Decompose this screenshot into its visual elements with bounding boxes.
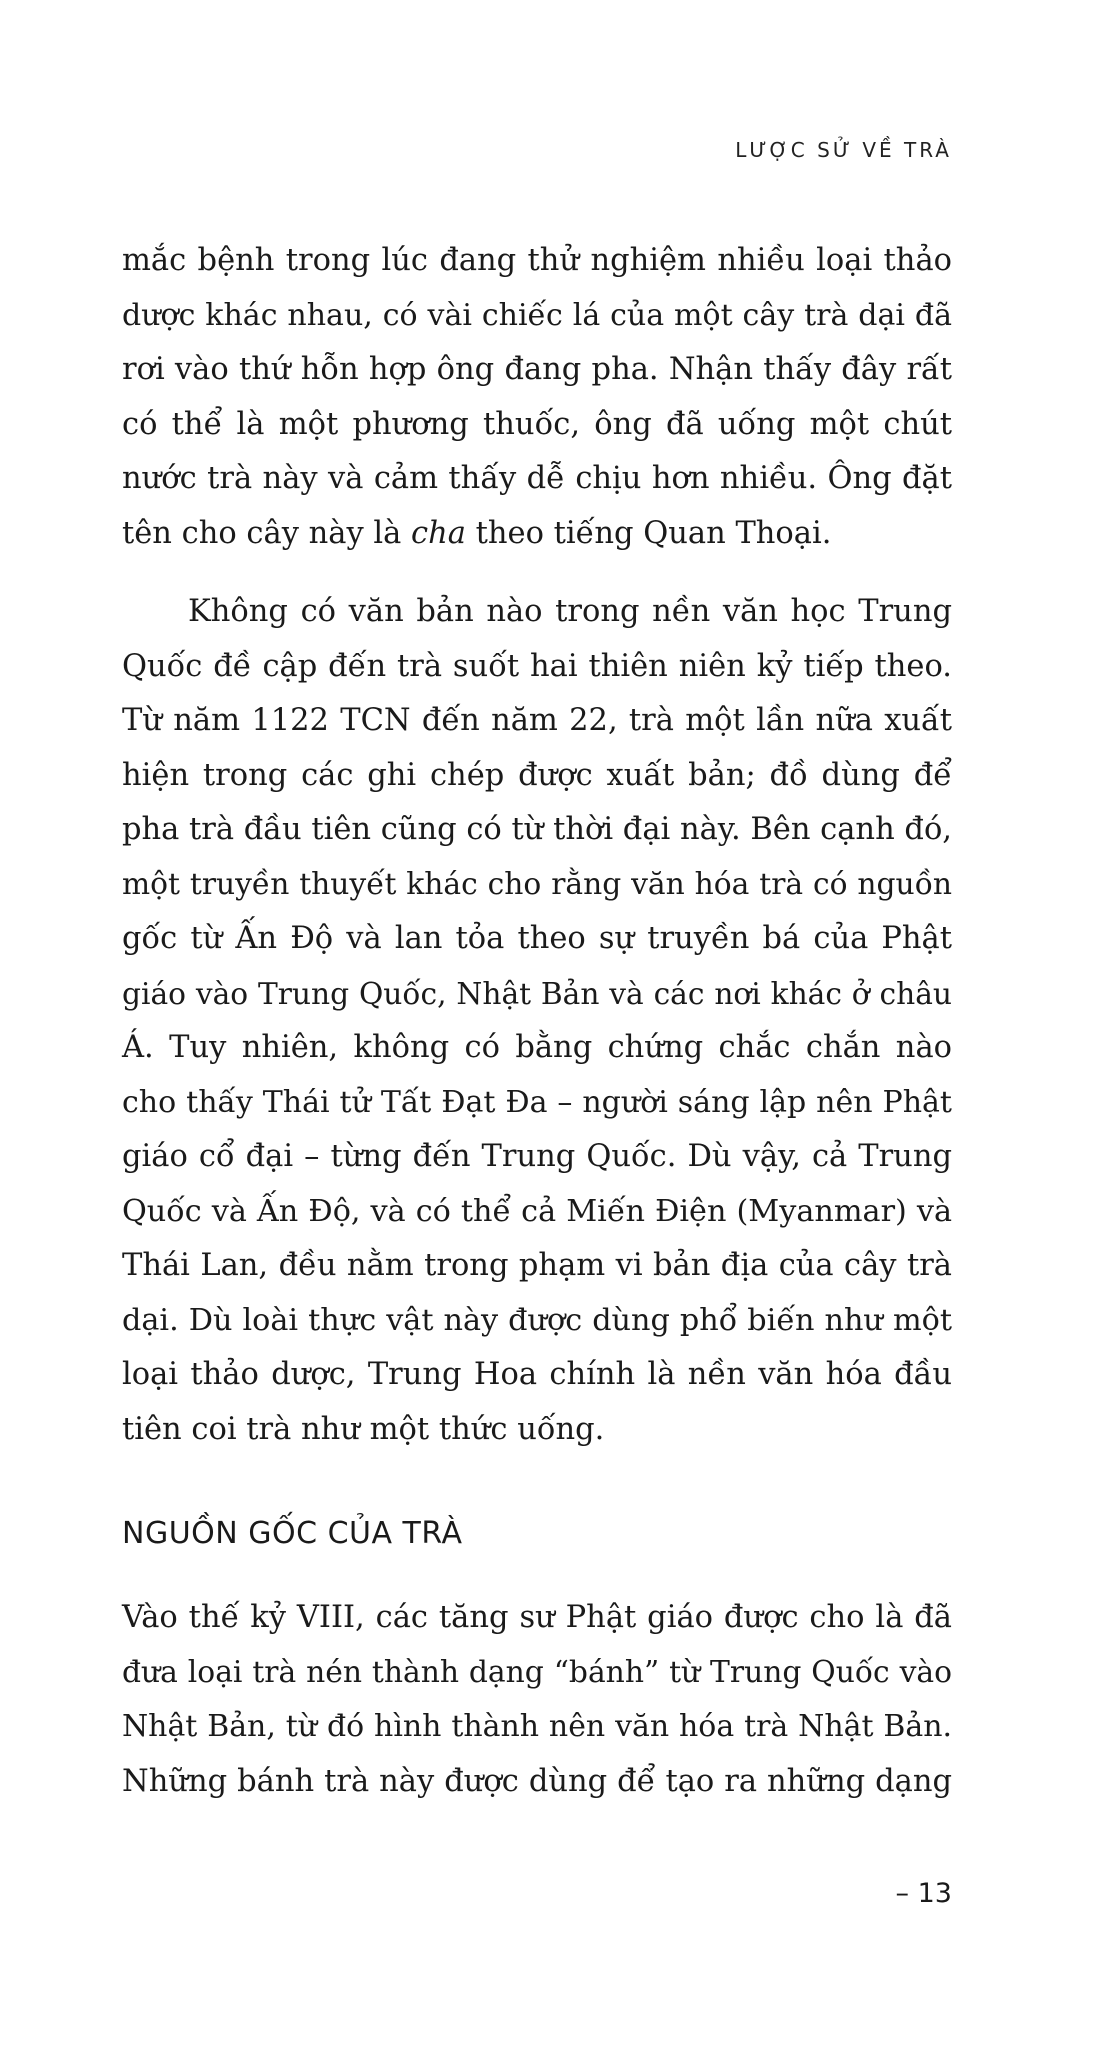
text-line: Những bánh trà này được dùng để tạo ra những dạng: [122, 1763, 952, 1799]
text-line-first: Không có văn bản nào trong nền văn học Trung: [188, 594, 952, 629]
text-line: giáo vào Trung Quốc, Nhật Bản và các nơi khác ở châu: [122, 975, 952, 1011]
text-line-last: [122, 507, 952, 562]
text-line: mắc bệnh trong lúc đang thử nghiệm nhiều loại thảo: [122, 243, 952, 278]
text-line: giáo cổ đại – từng đến Trung Quốc. Dù vậy, cả Trung: [122, 1139, 952, 1174]
text-line: cho thấy Thái tử Tất Đạt Đa – người sáng lập nên Phật: [122, 1084, 952, 1120]
running-head: LƯỢC SỬ VỀ TRÀ: [735, 138, 952, 162]
text-fragment: theo tiếng Quan Thoại.: [465, 515, 832, 551]
text-line: một truyền thuyết khác cho rằng văn hóa trà có nguồn: [122, 866, 952, 902]
paragraph-3: [122, 1591, 952, 1809]
paragraph-2: [122, 585, 952, 1457]
text-line: rơi vào thứ hỗn hợp ông đang pha. Nhận thấy đây rất: [122, 352, 952, 387]
section-heading: NGUỒN GỐC CỦA TRÀ: [122, 1516, 463, 1551]
text-line-last: tiên coi trà như một thức uống.: [122, 1411, 605, 1447]
text-line: dại. Dù loài thực vật này được dùng phổ biến như một: [122, 1302, 952, 1338]
text-line: nước trà này và cảm thấy dễ chịu hơn nhiều. Ông đặt: [122, 461, 952, 496]
text-line: gốc từ Ấn Độ và lan tỏa theo sự truyền bá của Phật: [122, 921, 952, 956]
text-line: đưa loại trà nén thành dạng “bánh” từ Trung Quốc vào: [122, 1654, 952, 1690]
text-line: Thái Lan, đều nằm trong phạm vi bản địa của cây trà: [122, 1248, 952, 1283]
italic-term: cha: [411, 515, 466, 551]
text-line: hiện trong các ghi chép được xuất bản; đồ dùng để: [122, 757, 952, 793]
text-fragment: tên cho cây này là: [122, 515, 412, 551]
text-line: pha trà đầu tiên cũng có từ thời đại này. Bên cạnh đó,: [122, 812, 952, 847]
text-line: Từ năm 1122 TCN đến năm 22, trà một lần nữa xuất: [122, 703, 952, 738]
text-line: loại thảo dược, Trung Hoa chính là nền văn hóa đầu: [122, 1357, 952, 1392]
text-line: Á. Tuy nhiên, không có bằng chứng chắc chắn nào: [122, 1030, 952, 1065]
text-line: Nhật Bản, từ đó hình thành nên văn hóa trà Nhật Bản.: [122, 1709, 952, 1744]
text-line: Quốc đề cập đến trà suốt hai thiên niên kỷ tiếp theo.: [122, 648, 952, 684]
text-line: Quốc và Ấn Độ, và có thể cả Miến Điện (Myanmar) và: [122, 1193, 952, 1229]
page-number: – 13: [895, 1878, 952, 1909]
text-line: dược khác nhau, có vài chiếc lá của một cây trà dại đã: [122, 297, 952, 333]
paragraph-1: [122, 234, 952, 561]
text-line: có thể là một phương thuốc, ông đã uống một chút: [122, 406, 952, 442]
text-line: Vào thế kỷ VIII, các tăng sư Phật giáo được cho là đã: [122, 1600, 952, 1635]
